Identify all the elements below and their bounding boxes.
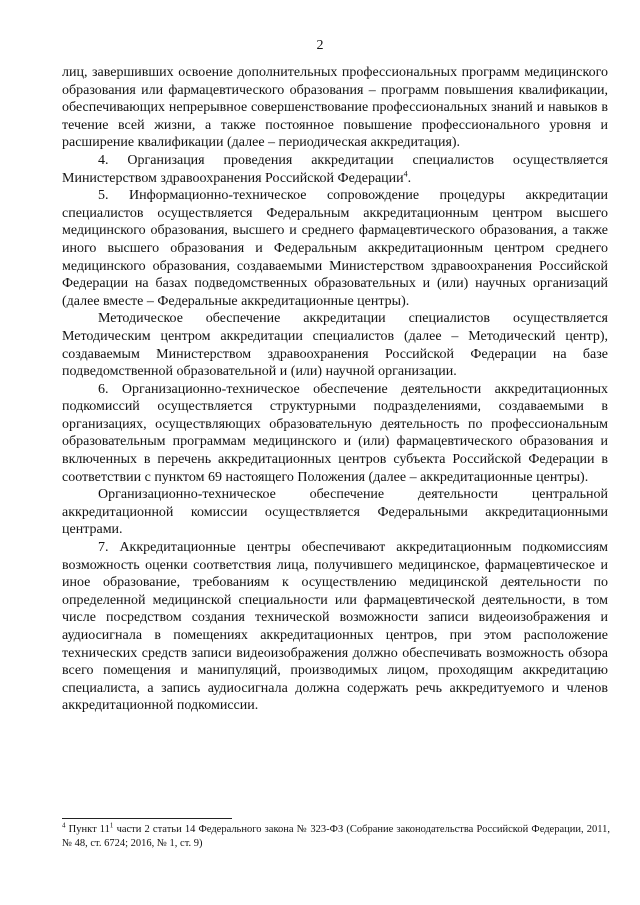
paragraph-text: 4. Организация проведения аккредитации специалистов осуществляется Министерством здравоохранения Российской Федерации [62,152,608,186]
footnote-text-end: части 2 статьи 14 Федерального закона № 323-ФЗ (Собрание законодательства Российской Федерации, 2011, № 48, ст. 6724; 2016, № 1, ст. 9) [62,824,610,849]
footnote-divider [62,818,232,819]
paragraph-text: 6. Организационно-техническое обеспечение деятельности аккредитационных подкомиссий осуществляется структурными подразделениями, создаваемыми в организациях, осуществляющих образовательную деятельность по профессиональным образовательным программам медицинского и (или) фармацевтического образования и включенных в перечень аккредитационных центров субъекта Российской Федерации в соответствии с пунктом 69 настоящего Положения (далее – аккредитационные центры). [62,381,608,485]
footnote-superscript: 1 [109,821,114,830]
paragraph-item-5 [62,187,608,310]
paragraph-continuation [62,64,608,152]
paragraph-item-7 [62,539,608,715]
footnote-marker: 4 [62,821,66,830]
paragraph-text: 7. Аккредитационные центры обеспечивают аккредитационным подкомиссиям возможность оценки соответствия лица, получившего медицинское, фармацевтическое и иное образование, требованиям к осуществлению медицинской деятельности по определенной медицинской специальности или фармацевтической деятельности, в том числе посредством создания технической возможности записи видеоизображения и аудиосигнала в помещениях аккредитационных центров, при этом расположение технических средств записи видеоизображения должно обеспечивать возможность обзора всего помещения и манипуляций, производимых лицом, проходящим аккредитацию специалиста, а запись аудиосигнала должна содержать речь аккредитуемого и членов аккредитационной подкомиссии. [62,540,608,714]
footnote-text-start: Пункт 11 [65,824,110,835]
paragraph-text: 5. Информационно-техническое сопровождение процедуры аккредитации специалистов осуществляется Федеральным аккредитационным центром высшего медицинского образования, высшего и среднего фармацевтического образования, а также иного высшего образования и Федеральным аккредитационным центром среднего медицинского образования, создаваемыми Министерством здравоохранения Российской Федерации на базах подведомственных образовательных и (или) научных организаций (далее вместе – Федеральные аккредитационные центры). [62,188,608,309]
footnote [62,823,610,851]
paragraph-text: Организационно-техническое обеспечение деятельности центральной аккредитационной комиссии осуществляется Федеральными аккредитационными центрами. [62,487,608,538]
paragraph-tail: . [407,170,412,186]
paragraph-item-4 [62,152,608,187]
document-body [62,64,608,715]
paragraph-text: Методическое обеспечение аккредитации специалистов осуществляется Методическим центром аккредитации специалистов (далее – Методический центр), создаваемым Министерством здравоохранения Российской Федерации на базе подведомственной образовательной и (или) научной организации. [62,311,608,380]
footnote-reference[interactable]: 4 [403,168,408,178]
page-number: 2 [316,38,324,53]
paragraph-item-6 [62,381,608,487]
paragraph-methodological-support [62,310,608,380]
paragraph-text: лиц, завершивших освоение дополнительных профессиональных программ медицинского образования или фармацевтического образования – программ повышения квалификации, обеспечивающих непрерывное совершенствование профессиональных знаний и навыков в течение всей жизни, а также постоянное повышение профессионального уровня и расширение квалификации (далее – периодическая аккредитация). [62,65,608,151]
paragraph-central-commission [62,486,608,539]
